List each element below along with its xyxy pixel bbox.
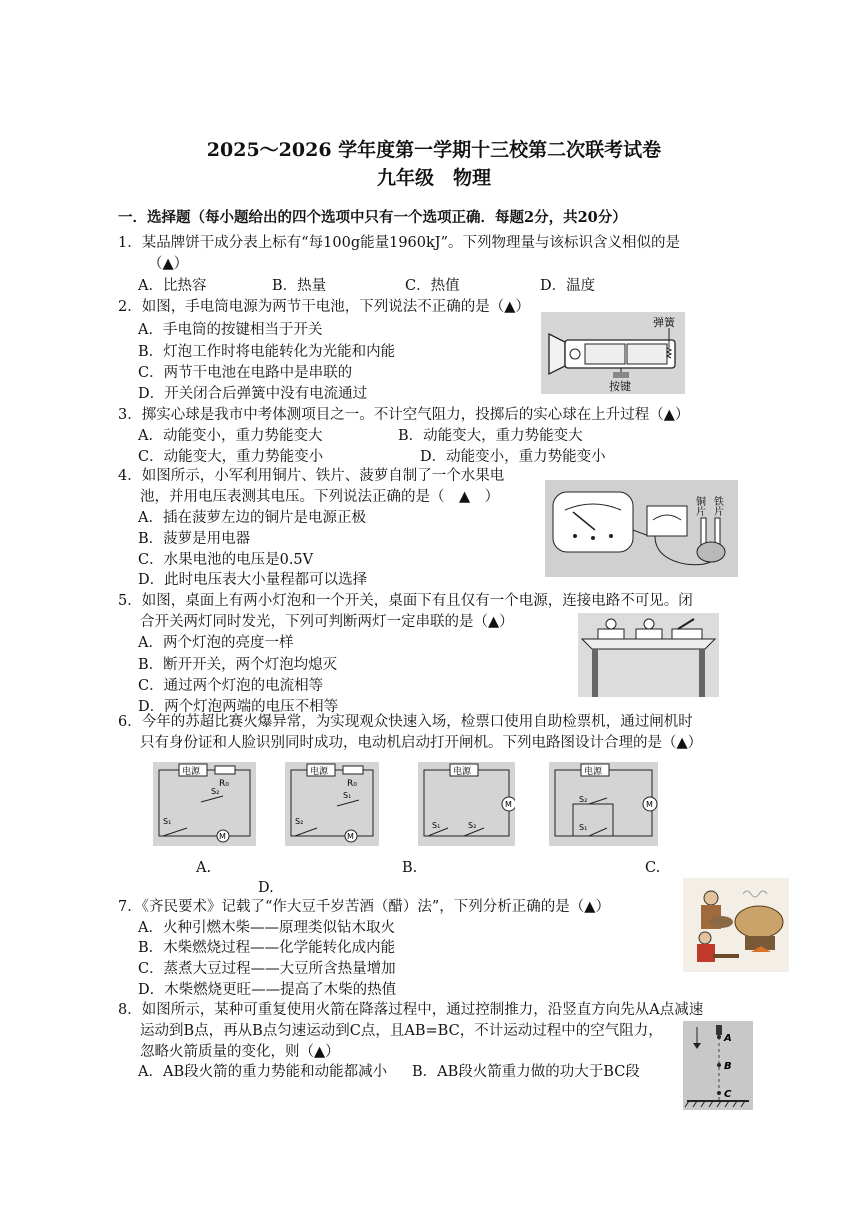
svg-text:R₀: R₀ bbox=[219, 779, 229, 789]
page-subtitle: 九年级 物理 bbox=[376, 167, 491, 189]
q5-option-a: A．两个灯泡的亮度一样 bbox=[138, 635, 294, 651]
vinegar-making-figure bbox=[683, 878, 789, 972]
q5-option-b: B．断开开关，两个灯泡均熄灭 bbox=[138, 657, 338, 673]
q5-stem: 5．如图，桌面上有两小灯泡和一个开关，桌面下有且仅有一个电源，连接电路不可见。闭 bbox=[118, 593, 693, 609]
svg-text:电源: 电源 bbox=[453, 767, 472, 777]
circuit-d bbox=[549, 762, 658, 846]
rocket-figure bbox=[683, 1021, 753, 1110]
q4-stem-cont: 池，并用电压表测其电压。下列说法正确的是（ ▲ ） bbox=[140, 489, 500, 505]
q2-option-d: D．开关闭合后弹簧中没有电流通过 bbox=[138, 386, 368, 402]
svg-text:S₂: S₂ bbox=[211, 787, 220, 796]
svg-text:电源: 电源 bbox=[182, 767, 201, 777]
q3-option-d: D．动能变小，重力势能变小 bbox=[420, 449, 606, 465]
q8-stem-cont2: 忽略火箭质量的变化，则（▲） bbox=[140, 1044, 340, 1060]
svg-text:S₂: S₂ bbox=[579, 795, 588, 804]
svg-text:S₂: S₂ bbox=[295, 817, 304, 826]
q1-option-b: B．热量 bbox=[272, 278, 327, 294]
svg-text:S₁: S₁ bbox=[432, 821, 441, 830]
q6-stem-cont: 只有身份证和人脸识别同时成功，电动机启动打开闸机。下列电路图设计合理的是（▲） bbox=[140, 735, 703, 751]
q5-option-c: C．通过两个灯泡的电流相等 bbox=[138, 678, 324, 694]
q3-stem: 3．掷实心球是我市中考体测项目之一。不计空气阻力，投掷后的实心球在上升过程（▲） bbox=[118, 407, 690, 423]
svg-text:电源: 电源 bbox=[310, 767, 329, 777]
q1-option-a: A．比热容 bbox=[138, 278, 207, 294]
q7-stem: 7．《齐民要术》记载了“作大豆千岁苦酒（醋）法”，下列分析正确的是（▲） bbox=[118, 899, 610, 915]
q7-option-a: A．火种引燃木柴——原理类似钻木取火 bbox=[138, 920, 395, 936]
svg-text:M: M bbox=[347, 832, 354, 841]
q7-option-d: D．木柴燃烧更旺——提高了木柴的热值 bbox=[138, 982, 397, 998]
q2-stem: 2．如图，手电筒电源为两节干电池，下列说法不正确的是（▲） bbox=[118, 299, 530, 315]
circuit-c bbox=[418, 762, 515, 846]
fruit-battery-figure bbox=[545, 480, 738, 577]
svg-text:M: M bbox=[505, 800, 512, 809]
q1-option-c: C．热值 bbox=[405, 278, 460, 294]
q3-option-a: A．动能变小，重力势能变大 bbox=[138, 428, 323, 444]
flashlight-figure bbox=[541, 312, 685, 394]
q5-stem-cont: 合开关两灯同时发光，下列可判断两灯一定串联的是（▲） bbox=[140, 614, 514, 630]
svg-text:S₁: S₁ bbox=[163, 817, 172, 826]
button-label: 按键 bbox=[609, 380, 631, 393]
q2-option-c: C．两节干电池在电路中是串联的 bbox=[138, 365, 353, 381]
q8-stem-cont: 运动到B点，再从B点匀速运动到C点，且AB=BC，不计运动过程中的空气阻力， bbox=[140, 1023, 663, 1039]
spring-label: 弹簧 bbox=[653, 316, 675, 329]
q2-option-a: A．手电筒的按键相当于开关 bbox=[138, 322, 323, 338]
copper-label: 铜片 bbox=[693, 496, 705, 516]
svg-text:M: M bbox=[219, 832, 226, 841]
q4-option-b: B．菠萝是用电器 bbox=[138, 531, 251, 547]
svg-text:C: C bbox=[724, 1089, 732, 1100]
q4-option-c: C．水果电池的电压是0.5V bbox=[138, 552, 314, 568]
svg-text:S₁: S₁ bbox=[579, 823, 588, 832]
q4-option-d: D．此时电压表大小量程都可以选择 bbox=[138, 572, 368, 588]
q5-option-d: D．两个灯泡两端的电压不相等 bbox=[138, 699, 339, 715]
q7-option-c: C．蒸煮大豆过程——大豆所含热量增加 bbox=[138, 961, 396, 977]
q2-option-b: B．灯泡工作时将电能转化为光能和内能 bbox=[138, 344, 396, 360]
q1-stem: 1．某品牌饼干成分表上标有“每100g能量1960kJ”。下列物理量与该标识含义相似的是 bbox=[118, 235, 681, 251]
q6-label-b: B. bbox=[402, 860, 418, 876]
svg-text:R₀: R₀ bbox=[347, 779, 357, 789]
q8-option-b: B．AB段火箭重力做的功大于BC段 bbox=[412, 1064, 640, 1080]
q6-stem: 6．今年的苏超比赛火爆异常，为实现观众快速入场，检票口使用自助检票机，通过闸机时 bbox=[118, 714, 693, 730]
q6-label-d: D. bbox=[258, 880, 274, 896]
circuit-b bbox=[285, 762, 379, 846]
q1-stem-cont: （▲） bbox=[148, 256, 189, 272]
q4-stem: 4．如图所示，小军利用铜片、铁片、菠萝自制了一个水果电 bbox=[118, 468, 505, 484]
q8-option-a: A．AB段火箭的重力势能和动能都减小 bbox=[138, 1064, 388, 1080]
svg-text:电源: 电源 bbox=[584, 767, 603, 777]
q6-label-a: A. bbox=[196, 860, 212, 876]
iron-label: 铁片 bbox=[711, 496, 723, 516]
q3-option-c: C．动能变大，重力势能变小 bbox=[138, 449, 324, 465]
q3-option-b: B．动能变大，重力势能变大 bbox=[398, 428, 583, 444]
q1-option-d: D．温度 bbox=[540, 278, 596, 294]
q6-label-c: C. bbox=[645, 860, 661, 876]
table-lamps-figure bbox=[578, 613, 719, 697]
section-heading: 一．选择题（每小题给出的四个选项中只有一个选项正确．每题2分，共20分） bbox=[118, 209, 627, 226]
page-title: 2025～2026 学年度第一学期十三校第二次联考试卷 bbox=[206, 139, 662, 161]
circuit-a bbox=[153, 762, 256, 846]
svg-text:M: M bbox=[646, 800, 653, 809]
q8-stem: 8．如图所示，某种可重复使用火箭在降落过程中，通过控制推力，沿竖直方向先从A点减速 bbox=[118, 1002, 704, 1018]
q4-option-a: A．插在菠萝左边的铜片是电源正极 bbox=[138, 510, 366, 526]
svg-text:S₂: S₂ bbox=[468, 821, 477, 830]
q7-option-b: B．木柴燃烧过程——化学能转化成内能 bbox=[138, 940, 396, 956]
svg-text:B: B bbox=[724, 1061, 732, 1072]
svg-text:A: A bbox=[724, 1033, 732, 1044]
svg-text:S₁: S₁ bbox=[343, 791, 352, 800]
